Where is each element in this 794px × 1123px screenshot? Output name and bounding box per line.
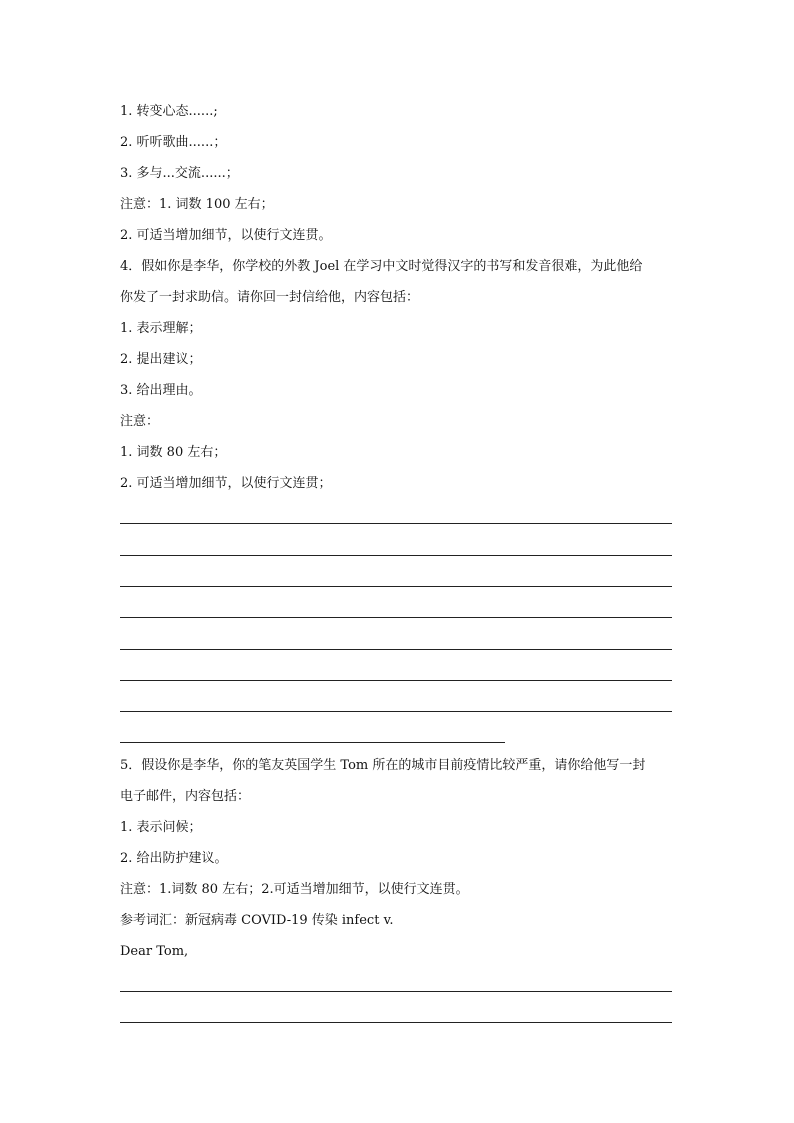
vocab-line: 参考词汇：新冠病毒 COVID-19 传染 infect v.: [120, 913, 394, 928]
note-line: 注意：1. 词数 100 左右；: [120, 197, 274, 212]
answer-line[interactable]: [120, 555, 672, 556]
answer-line[interactable]: [120, 523, 672, 524]
list-item: 2. 听听歌曲......；: [120, 135, 227, 150]
answer-line[interactable]: [120, 680, 672, 681]
list-item: 1. 转变心态......;: [120, 104, 218, 119]
note-item: 2. 可适当增加细节，以使行文连贯；: [120, 476, 332, 491]
answer-line[interactable]: [120, 991, 672, 992]
note-item: 1. 词数 80 左右；: [120, 445, 227, 460]
note-line: 注意：1.词数 80 左右；2.可适当增加细节，以使行文连贯。: [120, 882, 469, 897]
list-item: 1. 表示问候；: [120, 820, 202, 835]
answer-line[interactable]: [120, 1022, 672, 1023]
list-item: 3. 给出理由。: [120, 383, 202, 398]
answer-line[interactable]: [120, 711, 672, 712]
list-item: 3. 多与...交流......；: [120, 166, 239, 181]
answer-line[interactable]: [120, 586, 672, 587]
question-4-prompt-cont: 你发了一封求助信。请你回一封信给他，内容包括：: [120, 290, 420, 305]
list-item: 2. 给出防护建议。: [120, 851, 228, 866]
question-4-prompt: 4．假如你是李华，你学校的外教 Joel 在学习中文时觉得汉字的书写和发音很难，为此他给: [120, 259, 643, 274]
salutation: Dear Tom,: [120, 944, 189, 959]
question-5-prompt: 5．假设你是李华，你的笔友英国学生 Tom 所在的城市目前疫情比较严重，请你给他写一封: [120, 758, 646, 773]
note-item: 2. 可适当增加细节，以使行文连贯。: [120, 228, 332, 243]
answer-line[interactable]: [120, 649, 672, 650]
list-item: 1. 表示理解；: [120, 321, 202, 336]
question-5-prompt-cont: 电子邮件，内容包括：: [120, 789, 251, 804]
note-label: 注意：: [120, 414, 160, 429]
answer-line[interactable]: [120, 617, 672, 618]
answer-line[interactable]: [120, 742, 505, 743]
list-item: 2. 提出建议；: [120, 352, 202, 367]
